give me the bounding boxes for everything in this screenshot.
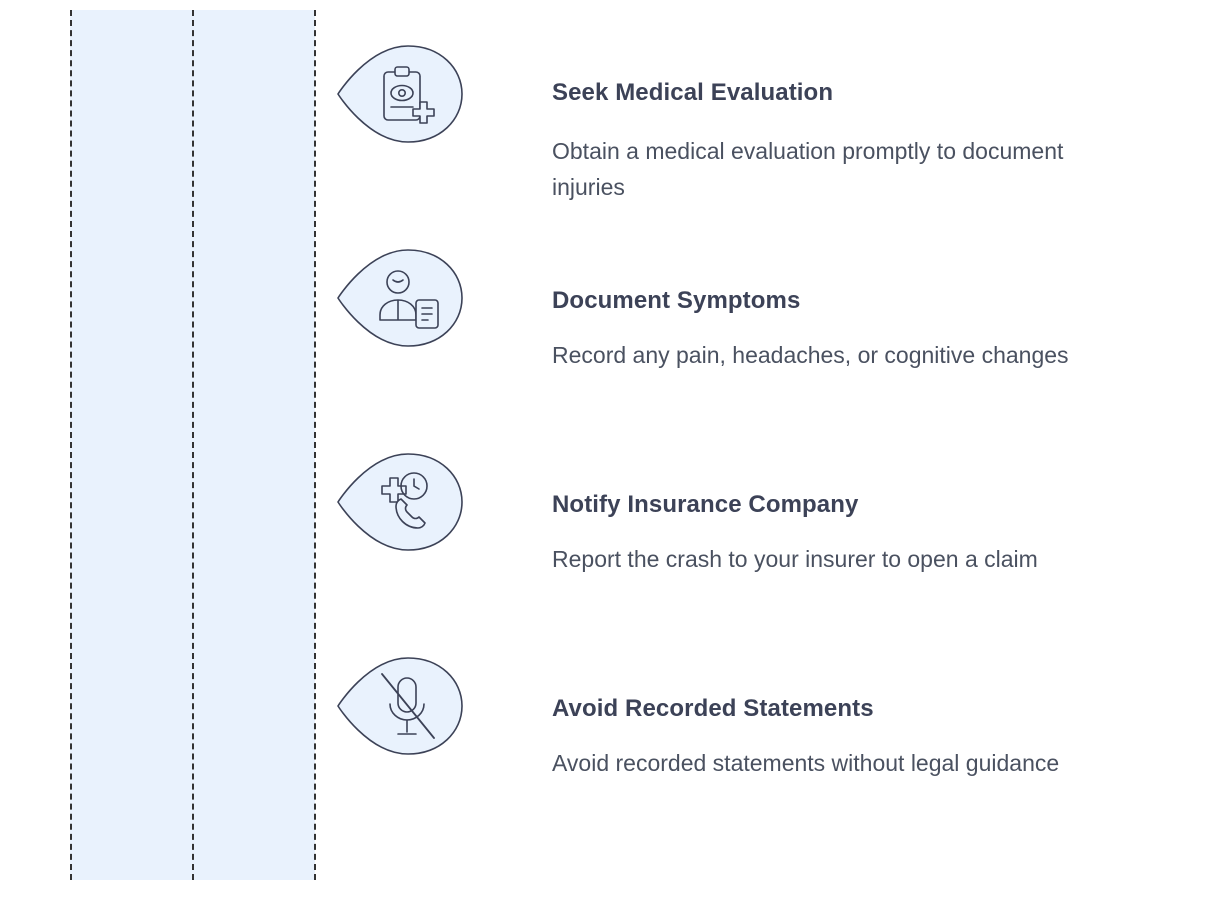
step-title: Avoid Recorded Statements: [552, 695, 874, 722]
step-icon-container: [330, 234, 470, 354]
phone-medical-cross-icon: [334, 446, 466, 558]
step-text-container: [470, 438, 1190, 578]
step-icon-container: [330, 30, 470, 150]
step-text-container: [470, 30, 1190, 205]
step-title: Notify Insurance Company: [552, 491, 859, 518]
step-description: Record any pain, headaches, or cognitive changes: [552, 342, 1069, 368]
list-item: [330, 30, 1190, 234]
dashed-guide-3: [314, 10, 316, 880]
dashed-guide-2: [192, 10, 194, 880]
decorative-guide-area: [70, 10, 315, 880]
list-item: [330, 438, 1190, 642]
guide-column-left: [70, 10, 192, 880]
list-item: [330, 234, 1190, 438]
step-icon-container: [330, 642, 470, 762]
microphone-muted-icon: [334, 650, 466, 762]
step-description: Obtain a medical evaluation promptly to document injuries: [552, 138, 1064, 200]
step-text-container: [470, 642, 1190, 782]
step-icon-container: [330, 438, 470, 558]
step-description: Report the crash to your insurer to open a claim: [552, 546, 1038, 572]
step-description: Avoid recorded statements without legal guidance: [552, 750, 1060, 776]
steps-list: [330, 30, 1190, 846]
step-text-container: [470, 234, 1190, 374]
clipboard-medical-eye-icon: [334, 38, 466, 150]
step-title: Document Symptoms: [552, 287, 801, 314]
step-title: Seek Medical Evaluation: [552, 79, 834, 106]
person-document-icon: [334, 242, 466, 354]
dashed-guide-1: [70, 10, 72, 880]
guide-column-right: [192, 10, 315, 880]
list-item: [330, 642, 1190, 846]
